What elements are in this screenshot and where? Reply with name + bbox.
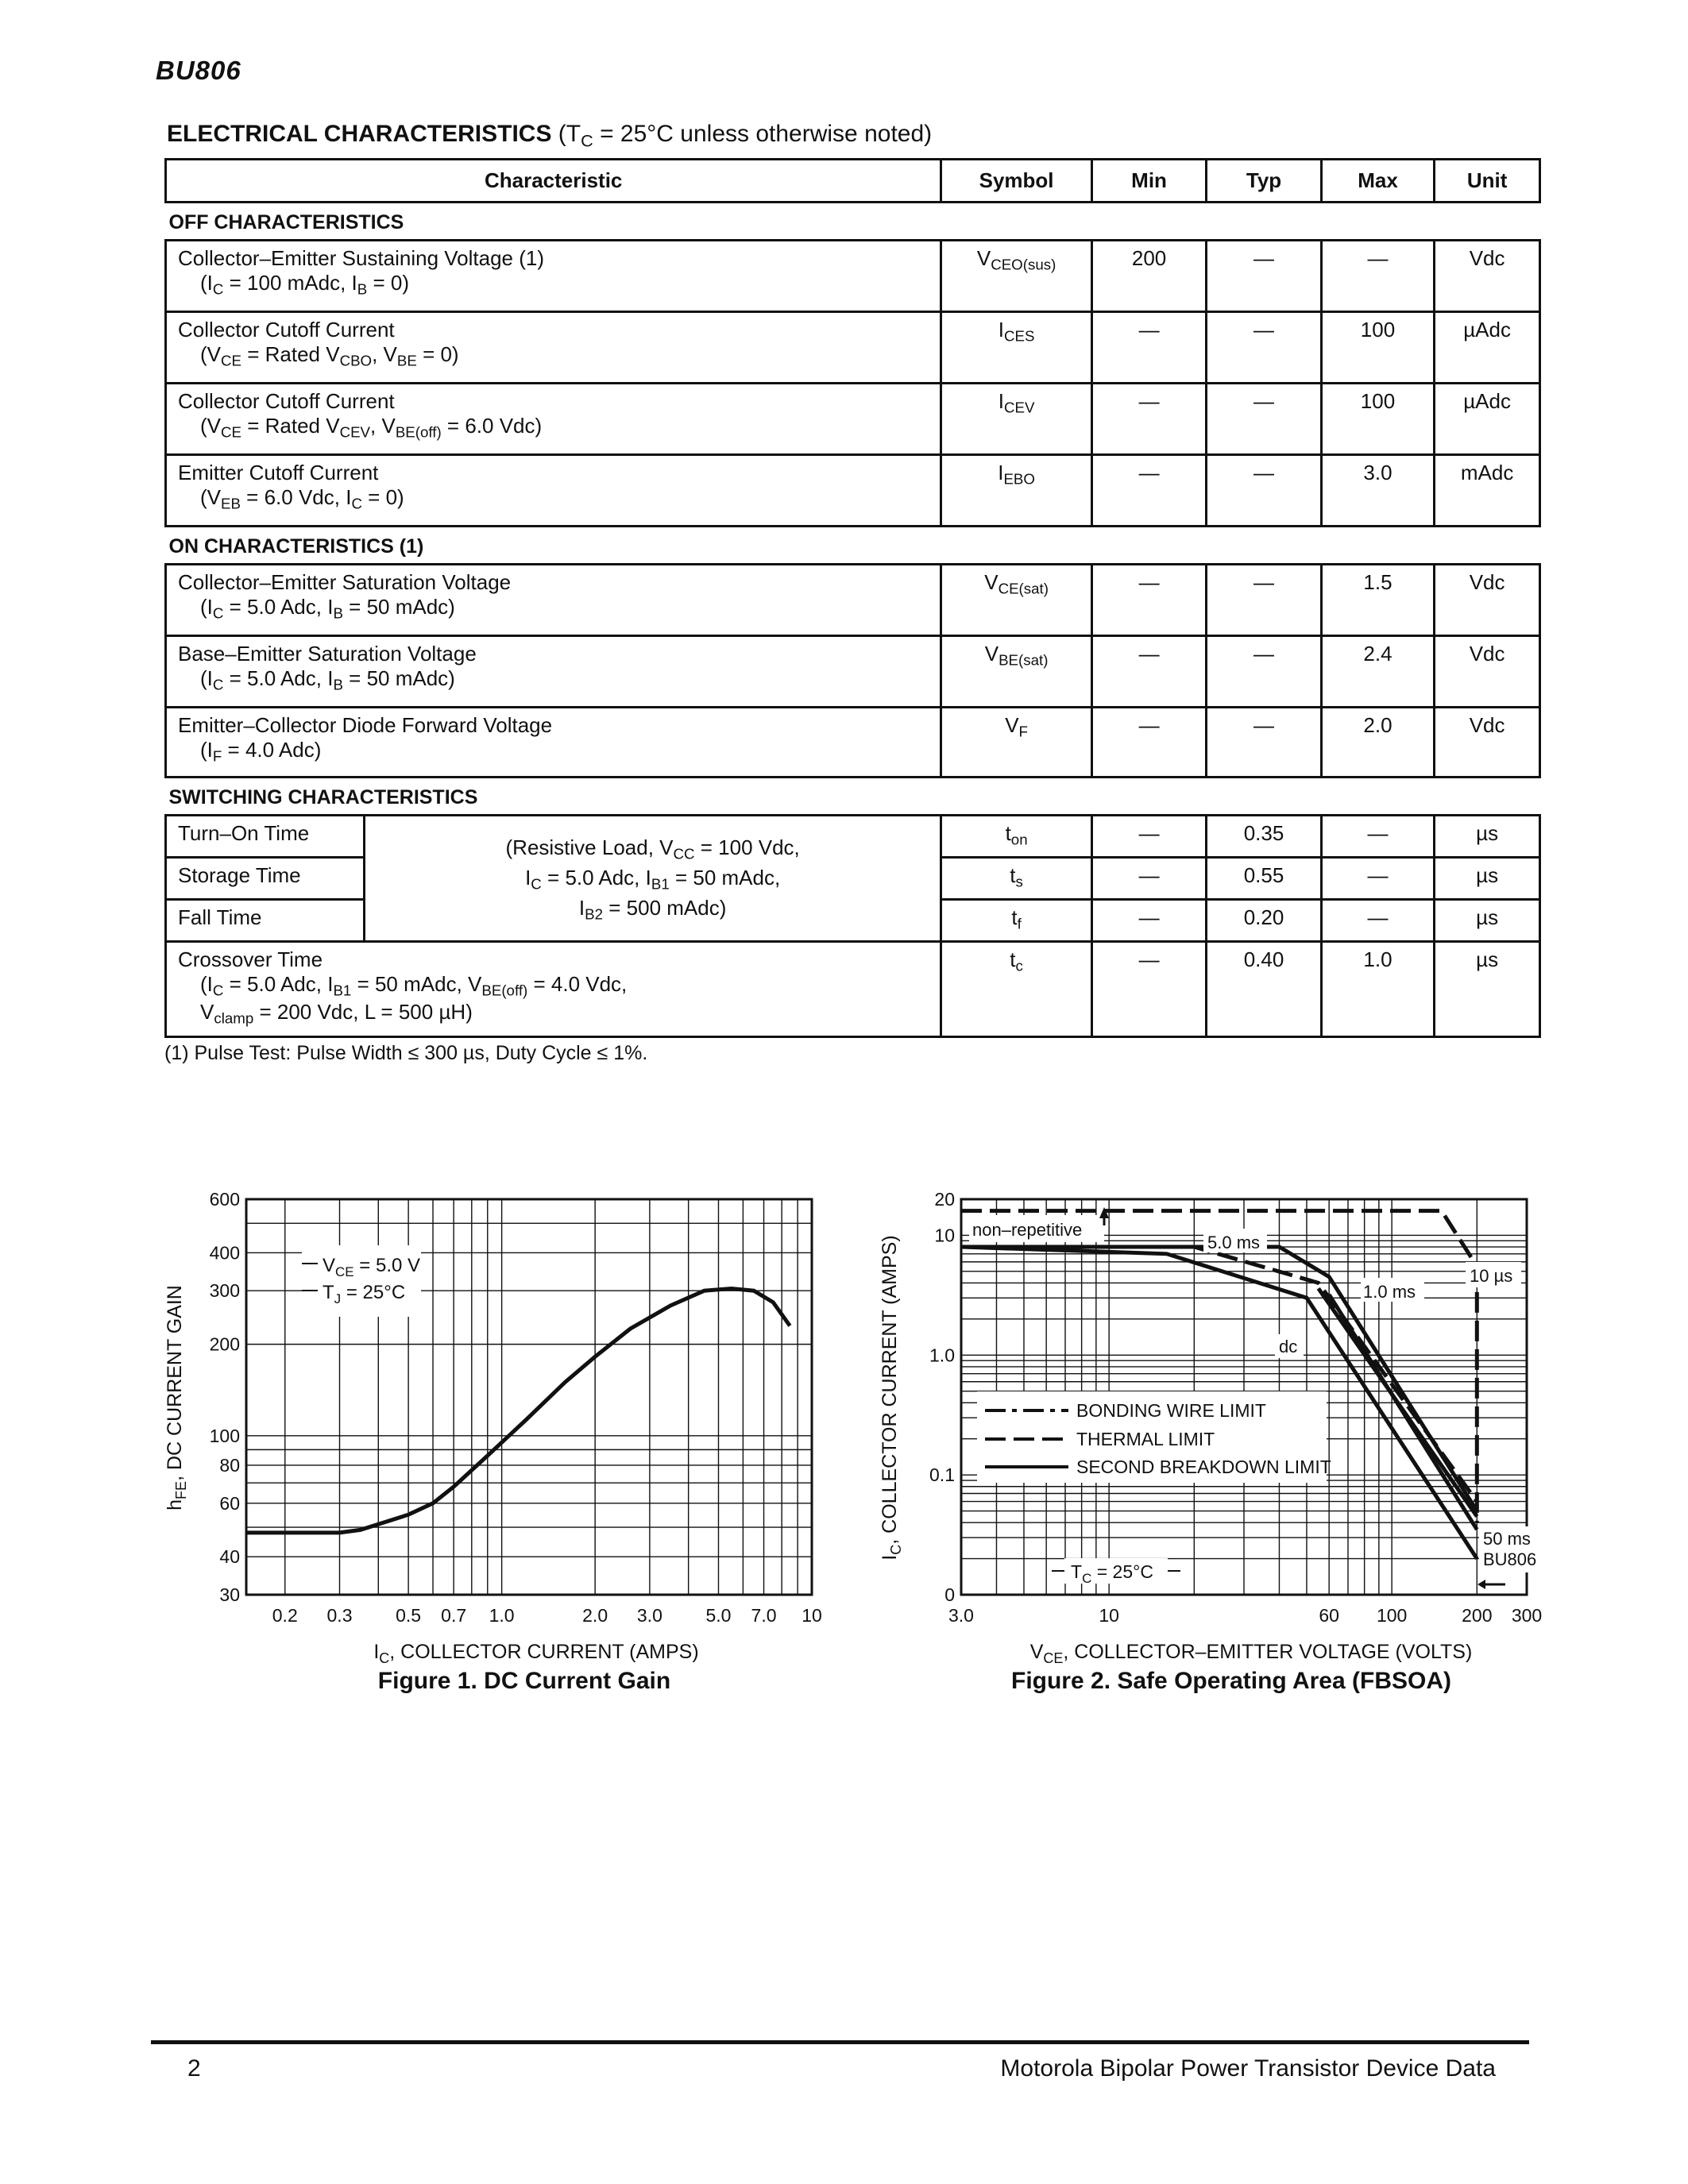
- y-tick-label: 200: [209, 1333, 240, 1355]
- x-tick-label: 0.3: [326, 1605, 353, 1626]
- x-tick-label: 3.0: [948, 1605, 974, 1626]
- table-row: Collector Cutoff Current ($V_{CE}$ = Rated $V_{CBO}$, $V_{BE} = 0$) $I_{CES}$ — — 100 µAdc: [166, 312, 1540, 384]
- label-50ms: 50 ms: [1483, 1529, 1531, 1549]
- part-number: BU806: [156, 56, 241, 85]
- table-row: Collector–Emitter Saturation Voltage ($I_C = 5.0$ Adc, $I_B = 50$ mAdc) $V_{CE(sat)}$ — — 1.5 Vdc: [166, 565, 1540, 636]
- x-tick-label: 300: [1511, 1605, 1543, 1626]
- figure-2-caption: Figure 2. Safe Operating Area (FBSOA): [1011, 1668, 1451, 1694]
- label-10us: 10 µs: [1470, 1266, 1513, 1286]
- y-tick-label: 400: [209, 1242, 240, 1264]
- non-repetitive-label: non–repetitive: [972, 1220, 1083, 1240]
- table-row: Collector Cutoff Current ($V_{CE}$ = Rated $V_{CEV}$, $V_{BE(off)} = 6.0$ Vdc) $I_{CEV}$ — — 100 µAdc: [166, 384, 1540, 455]
- y-tick-label: 40: [219, 1546, 240, 1568]
- fig2-ylabel: $I_C$, COLLECTOR CURRENT (AMPS): [879, 1235, 904, 1561]
- x-tick-label: 2.0: [582, 1605, 608, 1626]
- col-min: Min: [1091, 160, 1206, 203]
- fig1-ylabel: $h_{FE}$, DC CURRENT GAIN: [164, 1285, 189, 1511]
- table-row: Crossover Time ($I_C = 5.0$ Adc, $I_{B1} = 50$ mAdc, $V_{BE(off)} = 4.0$ Vdc, $V_{clamp} = 200$ Vdc, L = 500 µH) $t_c$ — 0.40 1.0 µs: [166, 942, 1540, 1037]
- footnote: (1) Pulse Test: Pulse Width ≤ 300 µs, Duty Cycle ≤ 1%.: [164, 1042, 648, 1064]
- y-tick-label: 100: [209, 1425, 240, 1446]
- electrical-characteristics-table: [164, 158, 1541, 1038]
- table-header-row: [166, 160, 1540, 203]
- col-typ: Typ: [1207, 160, 1321, 203]
- x-tick-label: 10: [1099, 1605, 1119, 1626]
- label-1ms: 1.0 ms: [1363, 1282, 1416, 1302]
- table-row: Turn–On Time (Resistive Load, $V_{CC} = 100$ Vdc, $I_C = 5.0$ Adc, $I_{B1} = 50$ mAdc, $I_{B2} = 500$ mAdc) $t_{on}$ — 0.35 — µs: [166, 816, 1540, 858]
- x-tick-label: 60: [1319, 1605, 1339, 1626]
- y-tick-label: 10: [934, 1225, 955, 1246]
- switching-conditions: (Resistive Load, $V_{CC} = 100$ Vdc, $I_C = 5.0$ Adc, $I_{B1} = 50$ mAdc, $I_{B2} = 500$ mAdc): [364, 816, 941, 942]
- section-off: OFF CHARACTERISTICS: [166, 203, 1540, 241]
- legend-bonding-wire: BONDING WIRE LIMIT: [1076, 1400, 1266, 1421]
- x-tick-label: 0.7: [441, 1605, 467, 1626]
- y-tick-label: 300: [209, 1280, 240, 1302]
- fig1-xlabel: $I_C$, COLLECTOR CURRENT (AMPS): [373, 1641, 699, 1666]
- arrowhead-icon: [1477, 1580, 1485, 1589]
- y-tick-label: 60: [219, 1492, 240, 1514]
- x-tick-label: 3.0: [636, 1605, 662, 1626]
- table-row: Base–Emitter Saturation Voltage ($I_C = 5.0$ Adc, $I_B = 50$ mAdc) $V_{BE(sat)}$ — — 2.4 Vdc: [166, 636, 1540, 708]
- y-tick-label: 0.1: [929, 1464, 955, 1486]
- label-5ms: 5.0 ms: [1207, 1233, 1261, 1252]
- tc-annotation: $T_C = 25^\circ C$: [1071, 1561, 1153, 1586]
- x-tick-label: 7.0: [751, 1605, 777, 1626]
- col-max: Max: [1321, 160, 1434, 203]
- fig2-xlabel: $V_{CE}$, COLLECTOR–EMITTER VOLTAGE (VOLTS): [1029, 1641, 1473, 1666]
- table-row: Fall Time $t_f$ — 0.20 — µs: [166, 900, 1540, 942]
- hfe-curve: [246, 1289, 790, 1533]
- col-characteristic: Characteristic: [166, 160, 941, 203]
- y-tick-label: 0: [944, 1584, 955, 1605]
- section-switching: SWITCHING CHARACTERISTICS: [166, 778, 1540, 816]
- dc-current-gain-chart: [159, 1183, 842, 1692]
- x-tick-label: 100: [1376, 1605, 1408, 1626]
- x-tick-label: 200: [1462, 1605, 1493, 1626]
- label-dc: dc: [1279, 1337, 1298, 1356]
- y-tick-label: 80: [219, 1454, 240, 1476]
- x-tick-label: 5.0: [705, 1605, 732, 1626]
- tj-annotation: $T_J = 25^\circ C$: [323, 1282, 406, 1306]
- footer-text: Motorola Bipolar Power Transistor Device Data: [1000, 2055, 1496, 2082]
- x-tick-label: 0.2: [272, 1605, 298, 1626]
- x-tick-label: 0.5: [396, 1605, 422, 1626]
- y-tick-label: 30: [219, 1584, 240, 1605]
- col-unit: Unit: [1435, 160, 1540, 203]
- footer-rule: [151, 2040, 1529, 2044]
- x-tick-label: 10: [802, 1605, 822, 1626]
- vce-annotation: $V_{CE} = 5.0$ V: [323, 1255, 421, 1279]
- y-tick-label: 20: [934, 1189, 955, 1210]
- y-tick-label: 600: [209, 1189, 240, 1210]
- ec-title: ELECTRICAL CHARACTERISTICS ($T_C = 25^\circ C$ unless otherwise noted): [167, 121, 933, 151]
- y-tick-label: 1.0: [929, 1345, 955, 1366]
- figure-1-caption: Figure 1. DC Current Gain: [377, 1668, 671, 1694]
- table-row: Storage Time $t_s$ — 0.55 — µs: [166, 858, 1540, 900]
- label-bu806: BU806: [1483, 1549, 1537, 1569]
- table-row: Emitter–Collector Diode Forward Voltage ($I_F = 4.0$ Adc) $V_F$ — — 2.0 Vdc: [166, 708, 1540, 778]
- table-row: Collector–Emitter Sustaining Voltage (1) ($I_C = 100$ mAdc, $I_B = 0$) $V_{CEO(sus)}$ 200 — — Vdc: [166, 241, 1540, 312]
- page-number: 2: [187, 2055, 201, 2082]
- table-row: Emitter Cutoff Current ($V_{EB} = 6.0$ Vdc, $I_C = 0$) $I_{EBO}$ — — 3.0 mAdc: [166, 455, 1540, 527]
- legend-thermal: THERMAL LIMIT: [1076, 1429, 1215, 1449]
- legend-second-breakdown: SECOND BREAKDOWN LIMIT: [1076, 1457, 1331, 1477]
- col-symbol: Symbol: [941, 160, 1092, 203]
- x-tick-label: 1.0: [489, 1605, 515, 1626]
- safe-operating-area-chart: [874, 1183, 1557, 1692]
- section-on: ON CHARACTERISTICS (1): [166, 527, 1540, 565]
